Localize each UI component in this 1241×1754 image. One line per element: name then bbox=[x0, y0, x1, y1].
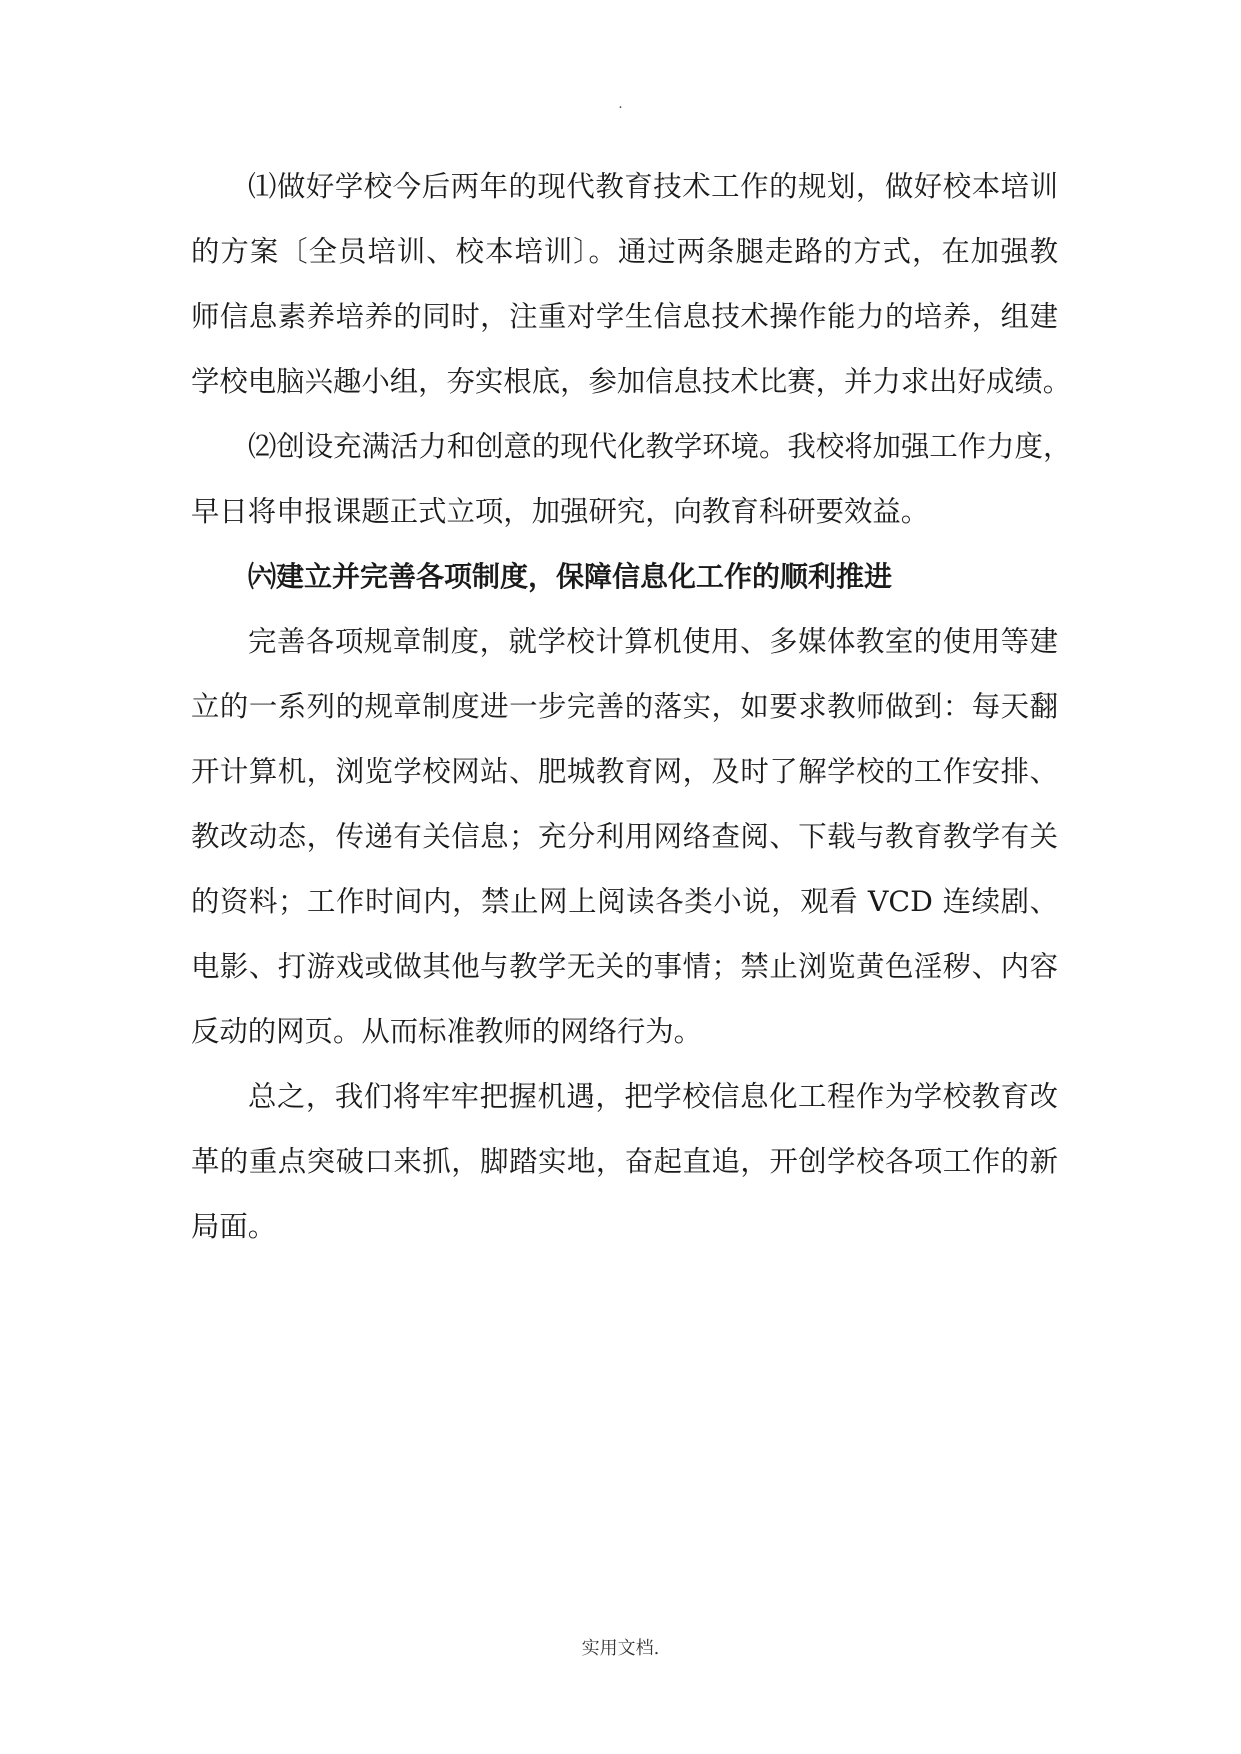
paragraph-line: 的资料；工作时间内，禁止网上阅读各类小说，观看 VCD 连续剧、 bbox=[191, 885, 1058, 918]
paragraph-line: 开计算机，浏览学校网站、肥城教育网，及时了解学校的工作安排、 bbox=[191, 755, 1058, 788]
paragraph-2 bbox=[191, 414, 1072, 544]
paragraph-line: 学校电脑兴趣小组，夯实根底，参加信息技术比赛，并力求出好成绩。 bbox=[191, 365, 1072, 398]
paragraph-line: ⑴做好学校今后两年的现代教育技术工作的规划，做好校本培训 bbox=[248, 170, 1058, 203]
paragraph-line: 的方案〔全员培训、校本培训〕。通过两条腿走路的方式，在加强教 bbox=[191, 235, 1058, 268]
paragraph-line: 革的重点突破口来抓，脚踏实地，奋起直追，开创学校各项工作的新 bbox=[191, 1145, 1058, 1178]
document-body bbox=[191, 154, 1072, 1259]
paragraph-line: 教改动态，传递有关信息；充分利用网络查阅、下载与教育教学有关 bbox=[191, 820, 1058, 853]
paragraph-line: 反动的网页。从而标准教师的网络行为。 bbox=[191, 1015, 703, 1048]
paragraph-3 bbox=[191, 609, 1058, 1064]
paragraph-line: 早日将申报课题正式立项，加强研究，向教育科研要效益。 bbox=[191, 495, 930, 528]
paragraph-line: 总之，我们将牢牢把握机遇，把学校信息化工程作为学校教育改 bbox=[248, 1080, 1058, 1113]
header-mark: . bbox=[618, 96, 623, 112]
paragraph-line: 完善各项规章制度，就学校计算机使用、多媒体教室的使用等建 bbox=[248, 625, 1058, 658]
paragraph-4 bbox=[191, 1064, 1058, 1259]
paragraph-line: 师信息素养培养的同时，注重对学生信息技术操作能力的培养，组建 bbox=[191, 300, 1058, 333]
paragraph-line: 电影、打游戏或做其他与教学无关的事情；禁止浏览黄色淫秽、内容 bbox=[191, 950, 1058, 983]
page-footer: 实用文档. bbox=[581, 1638, 660, 1659]
section-heading: ㈥建立并完善各项制度，保障信息化工作的顺利推进 bbox=[248, 560, 893, 593]
paragraph-line: 局面。 bbox=[191, 1210, 277, 1243]
paragraph-line: 立的一系列的规章制度进一步完善的落实，如要求教师做到：每天翻 bbox=[191, 690, 1058, 723]
paragraph-1 bbox=[191, 154, 1072, 414]
paragraph-line: ⑵创设充满活力和创意的现代化教学环境。我校将加强工作力度， bbox=[248, 430, 1072, 463]
